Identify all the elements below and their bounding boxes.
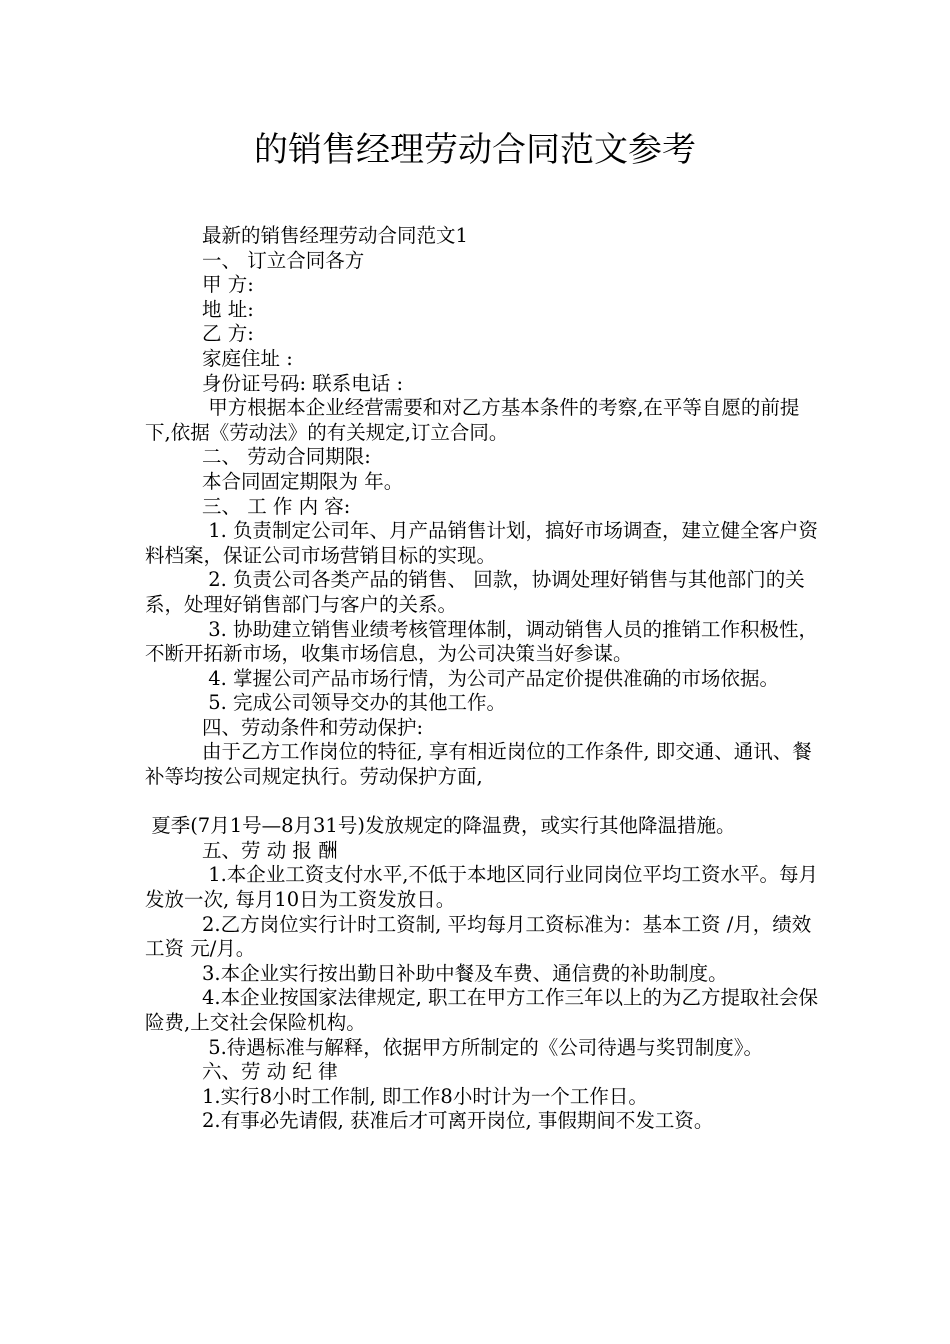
blank-line bbox=[145, 790, 825, 815]
list-item: 3.本企业实行按出勤日补助中餐及车费、通信费的补助制度。 bbox=[202, 961, 728, 985]
paragraph: 由于乙方工作岗位的特征, 享有相近岗位的工作条件, 即交通、通讯、餐补等均按公司规定执行。劳动保护方面, bbox=[145, 740, 812, 789]
list-item: 4.本企业按国家法律规定, 职工在甲方工作三年以上的为乙方提取社会保险费,上交社会保险机构。 bbox=[145, 986, 819, 1034]
list-item: 2.乙方岗位实行计时工资制, 平均每月工资标准为：基本工资 /月，绩效工资 元/月。 bbox=[145, 912, 812, 961]
list-item: 1.实行8小时工作制, 即工作8小时计为一个工作日。 bbox=[202, 1084, 648, 1108]
document-body bbox=[145, 224, 825, 1134]
list-item: 1.本企业工资支付水平,不低于本地区同行业同岗位平均工资水平。每月发放一次, 每月10日为工资发放日。 bbox=[145, 863, 819, 912]
section-heading: 六、劳 动 纪 律 bbox=[202, 1060, 338, 1084]
list-item: 4. 掌握公司产品市场行情，为公司产品定价提供准确的市场依据。 bbox=[202, 666, 780, 690]
list-item: 5.待遇标准与解释，依据甲方所制定的《公司待遇与奖罚制度》。 bbox=[202, 1035, 764, 1059]
form-field: 身份证号码: 联系电话 : bbox=[202, 371, 404, 395]
form-field: 家庭住址 : bbox=[202, 346, 293, 370]
paragraph: 最新的销售经理劳动合同范文1 bbox=[202, 224, 468, 247]
list-item: 5. 完成公司领导交办的其他工作。 bbox=[202, 691, 507, 715]
paragraph: 甲方根据本企业经营需要和对乙方基本条件的考察,在平等自愿的前提下,依据《劳动法》的有关规定,订立合同。 bbox=[145, 396, 800, 444]
form-field: 乙 方: bbox=[202, 322, 254, 346]
list-item: 2.有事必先请假, 获准后才可离开岗位, 事假期间不发工资。 bbox=[202, 1109, 714, 1133]
document-title: 的销售经理劳动合同范文参考 bbox=[254, 130, 696, 170]
form-field: 地 址: bbox=[202, 297, 254, 321]
section-heading: 一、 订立合同各方 bbox=[202, 248, 365, 272]
paragraph: 本合同固定期限为 年。 bbox=[202, 469, 404, 493]
section-heading: 四、劳动条件和劳动保护: bbox=[202, 715, 424, 739]
list-item: 3. 协助建立销售业绩考核管理体制，调动销售人员的推销工作积极性，不断开拓新市场，收集市场信息，为公司决策当好参谋。 bbox=[145, 617, 819, 666]
list-item: 1. 负责制定公司年、月产品销售计划，搞好市场调查，建立健全客户资料档案，保证公司市场营销目标的实现。 bbox=[145, 519, 819, 567]
section-heading: 三、 工 作 内 容: bbox=[202, 494, 351, 518]
section-heading: 二、 劳动合同期限: bbox=[202, 445, 371, 469]
paragraph: 夏季(7月1号—8月31号)发放规定的降温费，或实行其他降温措施。 bbox=[145, 814, 736, 838]
form-field: 甲 方: bbox=[202, 273, 254, 297]
list-item: 2. 负责公司各类产品的销售、 回款，协调处理好销售与其他部门的关系，处理好销售部门与客户的关系。 bbox=[145, 568, 805, 616]
section-heading: 五、劳 动 报 酬 bbox=[202, 838, 338, 862]
